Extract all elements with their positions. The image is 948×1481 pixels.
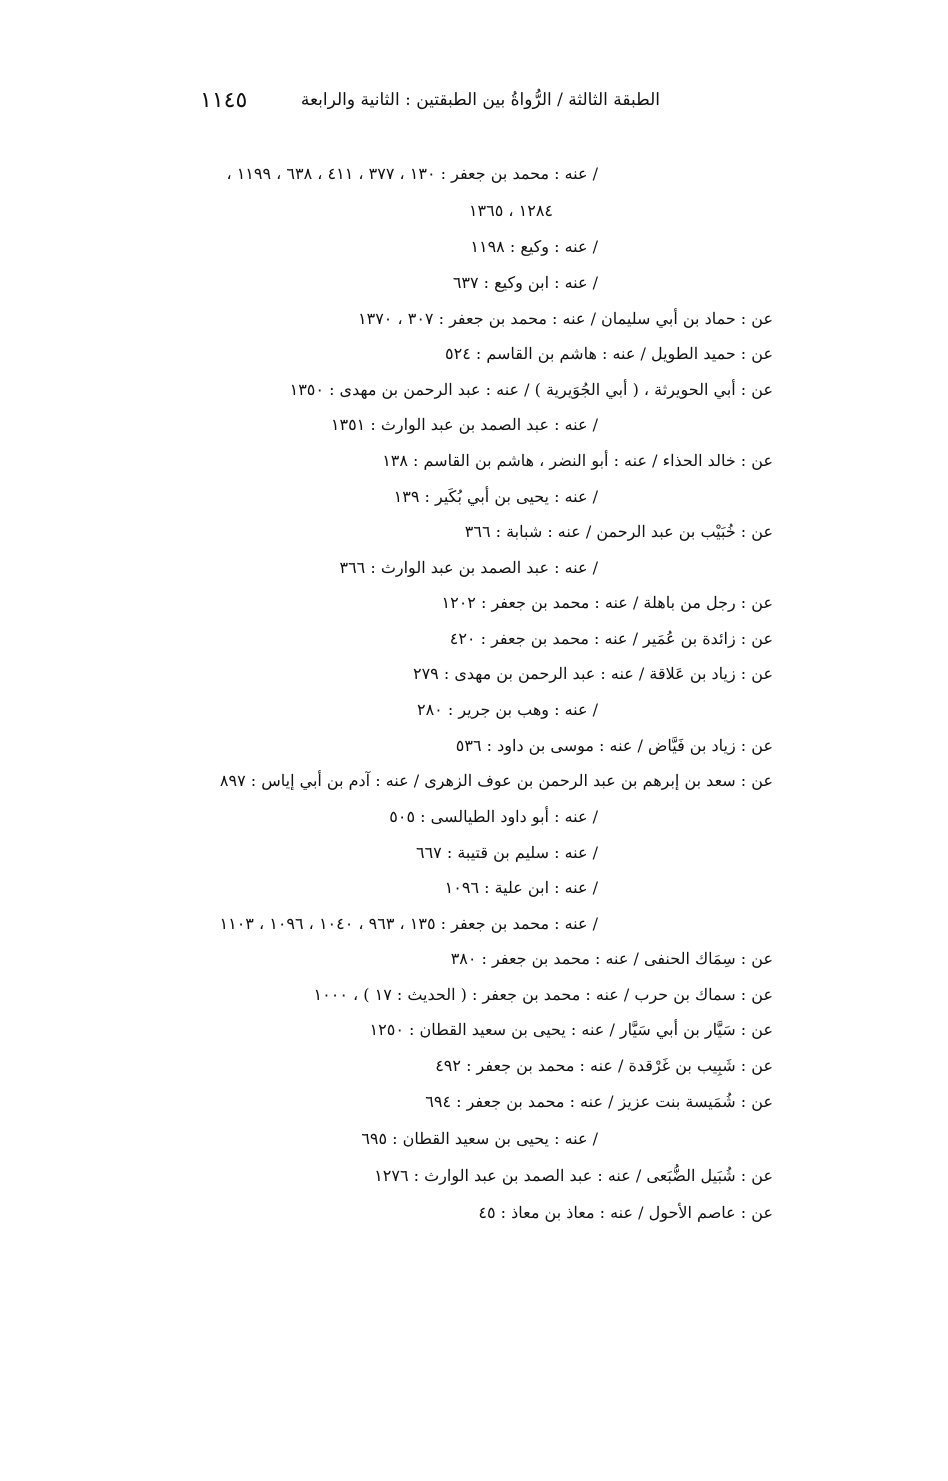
entry-text: / عنه : محمد بن جعفر : ١٣٥ ، ٩٦٣ ، ١٠٤٠ ، ١٠٩٦ ، ١١٠٣ bbox=[219, 914, 598, 933]
entry-text: ١٢٨٤ ، ١٣٦٥ bbox=[468, 201, 553, 220]
entry-text: عن : شُمَيسة بنت عزيز / عنه : محمد بن جعفر : ٦٩٤ bbox=[425, 1092, 773, 1111]
entry-text: / عنه : ابن وكيع : ٦٣٧ bbox=[452, 273, 598, 292]
entry-line bbox=[453, 272, 598, 294]
entry-line bbox=[339, 557, 598, 579]
entry-text: / عنه : يحيى بن سعيد القطان : ٦٩٥ bbox=[361, 1129, 598, 1148]
entry-line bbox=[417, 699, 598, 721]
entry-line bbox=[435, 1055, 773, 1077]
entry-text: عن : شَبِيب بن غَرْقدة / عنه : محمد بن جعفر : ٤٩٢ bbox=[435, 1056, 773, 1075]
entry-line bbox=[413, 663, 773, 685]
running-title: الطبقة الثالثة / الرُّواةُ بين الطبقتين : الثانية والرابعة bbox=[300, 90, 660, 110]
entry-text: / عنه : أبو داود الطيالسى : ٥٠٥ bbox=[389, 807, 598, 826]
entry-text: عن : أبي الحويرثة ، ( أبي الجُوَيرية ) / عنه : عبد الرحمن بن مهدى : ١٣٥٠ bbox=[289, 380, 773, 399]
entry-text: / عنه : وكيع : ١١٩٨ bbox=[470, 237, 598, 256]
entry-line bbox=[470, 236, 598, 258]
entry-line bbox=[450, 628, 773, 650]
entry-text: عن : سماك بن حرب / عنه : محمد بن جعفر : ( الحديث : ١٧ ) ، ١٠٠٠ bbox=[313, 985, 773, 1004]
entry-text: / عنه : وهب بن جرير : ٢٨٠ bbox=[416, 700, 598, 719]
entry-line bbox=[451, 948, 773, 970]
entry-line bbox=[358, 308, 773, 330]
entry-text: عن : خُبَيْب بن عبد الرحمن / عنه : شبابة : ٣٦٦ bbox=[464, 522, 773, 541]
entry-line bbox=[445, 343, 773, 365]
entry-line bbox=[478, 1202, 773, 1224]
entry-text: / عنه : عبد الصمد بن عبد الوارث : ١٣٥١ bbox=[330, 415, 598, 434]
entry-line bbox=[469, 200, 553, 222]
entry-line bbox=[370, 1019, 773, 1041]
entry-line bbox=[465, 521, 773, 543]
entry-text: عن : سِمَاك الحنفى / عنه : محمد بن جعفر : ٣٨٠ bbox=[450, 949, 773, 968]
entry-text: عن : عاصم الأحول / عنه : معاذ بن معاذ : ٤٥ bbox=[478, 1203, 773, 1222]
entry-text: / عنه : يحيى بن أبي بُكَير : ١٣٩ bbox=[393, 487, 598, 506]
entry-line bbox=[425, 1091, 773, 1113]
entry-text: عن : حميد الطويل / عنه : هاشم بن القاسم : ٥٢٤ bbox=[445, 344, 773, 363]
entry-text: / عنه : عبد الصمد بن عبد الوارث : ٣٦٦ bbox=[339, 558, 598, 577]
entry-line bbox=[445, 877, 598, 899]
entry-line bbox=[331, 414, 598, 436]
entry-text: / عنه : محمد بن جعفر : ١٣٠ ، ٣٧٧ ، ٤١١ ، ٦٣٨ ، ١١٩٩ ، bbox=[226, 164, 598, 183]
page-number: ١١٤٥ bbox=[200, 88, 248, 113]
entry-text: عن : سَيَّار بن أبي سَيَّار / عنه : يحيى بن سعيد القطان : ١٢٥٠ bbox=[369, 1020, 773, 1039]
entry-line bbox=[361, 1128, 598, 1150]
entry-line bbox=[394, 486, 598, 508]
entry-line bbox=[220, 913, 599, 935]
entry-text: عن : سعد بن إبرهم بن عبد الرحمن بن عوف الزهرى / عنه : آدم بن أبي إياس : ٨٩٧ bbox=[219, 771, 773, 790]
entry-line bbox=[382, 450, 773, 472]
entry-line bbox=[226, 163, 598, 185]
entry-line bbox=[220, 770, 773, 792]
entry-line bbox=[416, 842, 598, 864]
entry-text: عن : زياد بن عَلاقة / عنه : عبد الرحمن بن مهدى : ٢٧٩ bbox=[412, 664, 773, 683]
entry-line bbox=[442, 592, 773, 614]
entry-text: عن : رجل من باهلة / عنه : محمد بن جعفر : ١٢٠٢ bbox=[441, 593, 773, 612]
entry-line bbox=[456, 735, 773, 757]
entry-text: / عنه : ابن علية : ١٠٩٦ bbox=[444, 878, 598, 897]
entry-line bbox=[374, 1165, 773, 1187]
entry-text: عن : شُبَيل الضُّبَعى / عنه : عبد الصمد بن عبد الوارث : ١٢٧٦ bbox=[374, 1166, 773, 1185]
entry-text: عن : زائدة بن عُمَير / عنه : محمد بن جعفر : ٤٢٠ bbox=[449, 629, 773, 648]
entry-text: عن : حماد بن أبي سليمان / عنه : محمد بن جعفر : ٣٠٧ ، ١٣٧٠ bbox=[358, 309, 773, 328]
entry-line bbox=[290, 379, 773, 401]
entry-line bbox=[314, 984, 773, 1006]
entry-text: عن : زياد بن فَيَّاض / عنه : موسى بن داود : ٥٣٦ bbox=[455, 736, 773, 755]
entry-text: عن : خالد الحذاء / عنه : أبو النضر ، هاشم بن القاسم : ١٣٨ bbox=[382, 451, 773, 470]
entry-text: / عنه : سليم بن قتيبة : ٦٦٧ bbox=[415, 843, 598, 862]
entry-line bbox=[389, 806, 598, 828]
